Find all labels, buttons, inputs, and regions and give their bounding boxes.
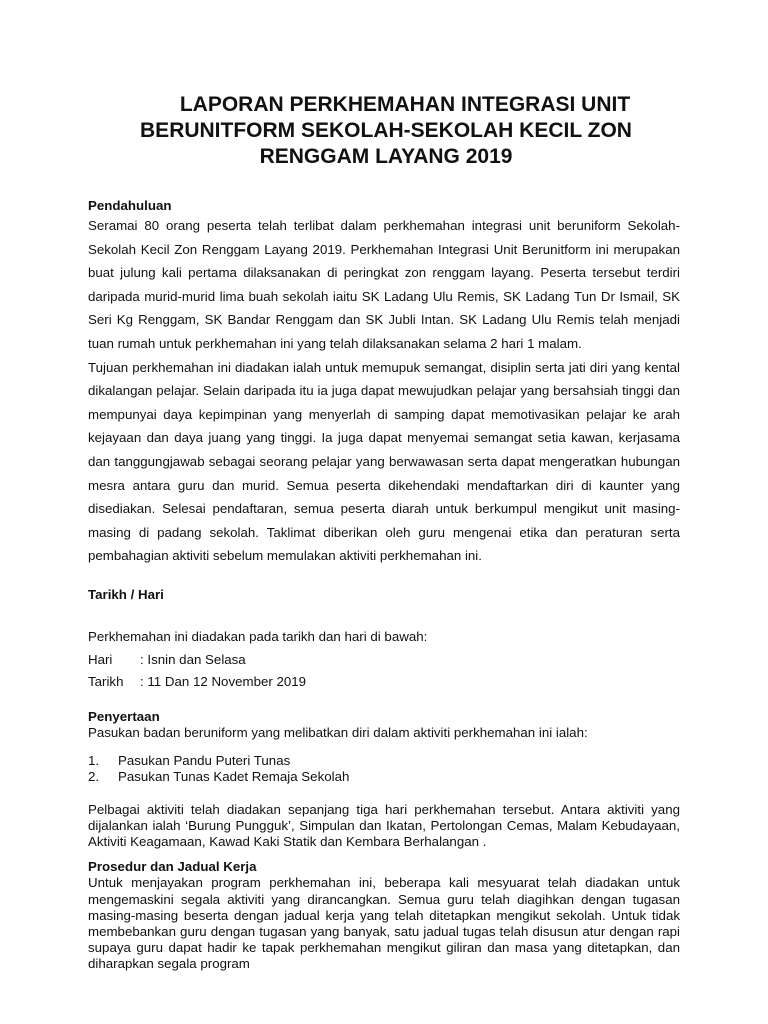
hari-value: : Isnin dan Selasa <box>140 651 246 667</box>
heading-pendahuluan: Pendahuluan <box>88 198 172 213</box>
activities-paragraph: Pelbagai aktiviti telah diadakan sepanjang tiga hari perkhemahan tersebut. Antara aktiviti yang dijalankan ialah ‘Burung Pungguk’, Simpulan dan Ikatan, Pertolongan Cemas, Malam Kebudayaan, Aktiviti Keagamaan, Kawad Kaki Statik dan Kembara Berhalangan . <box>88 801 680 850</box>
list-item-text: Pasukan Pandu Puteri Tunas <box>118 752 291 768</box>
title-line-2: BERUNITFORM SEKOLAH-SEKOLAH KECIL ZON <box>140 119 632 142</box>
section-penyertaan <box>88 709 680 851</box>
report-title <box>80 92 692 170</box>
pendahuluan-paragraph-1: Seramai 80 orang peserta telah terlibat dalam perkhemahan integrasi unit beruniform Sekolah-Sekolah Kecil Zon Renggam Layang 2019. Perkhemahan Integrasi Unit Berunitform ini merupakan buat julung kali pertama dilaksanakan di peringkat zon renggam layang. Peserta tersebut terdiri daripada murid-murid lima buah sekolah iaitu SK Ladang Ulu Remis, SK Ladang Tun Dr Ismail, SK Seri Kg Renggam, SK Bandar Renggam dan SK Jubli Intan. SK Ladang Ulu Remis telah menjadi tuan rumah untuk perkhemahan ini yang telah dilaksanakan selama 2 hari 1 malam. <box>88 218 680 351</box>
heading-penyertaan: Penyertaan <box>88 708 160 724</box>
tarikh-label: Tarikh <box>88 673 124 689</box>
section-prosedur <box>88 859 680 972</box>
tarikh-value: : 11 Dan 12 November 2019 <box>140 673 307 689</box>
list-item-text: Pasukan Tunas Kadet Remaja Sekolah <box>118 769 350 785</box>
penyertaan-intro: Pasukan badan beruniform yang melibatkan diri dalam aktiviti perkhemahan ini ialah: <box>88 724 588 740</box>
section-tarikh-hari <box>88 587 680 693</box>
list-item-number: 1. <box>88 752 100 768</box>
tarikh-row <box>88 671 680 693</box>
unit-list <box>88 753 680 786</box>
tarikh-intro: Perkhemahan ini diadakan pada tarikh dan hari di bawah: <box>88 628 428 644</box>
report-body <box>88 198 680 973</box>
title-line-3: RENGGAM LAYANG 2019 <box>259 145 513 168</box>
hari-row <box>88 649 680 671</box>
heading-prosedur: Prosedur dan Jadual Kerja <box>88 859 257 875</box>
heading-tarikh-hari: Tarikh / Hari <box>88 586 164 602</box>
list-item <box>88 769 680 786</box>
section-pendahuluan <box>88 198 680 568</box>
list-item <box>88 753 680 770</box>
title-line-1: LAPORAN PERKHEMAHAN INTEGRASI UNIT <box>179 93 631 116</box>
prosedur-paragraph: Untuk menjayakan program perkhemahan ini, beberapa kali mesyuarat telah diadakan untuk mengemaskini segala aktiviti yang dirancangkan. Semua guru telah diagihkan dengan tugasan masing-masing beserta dengan jadual kerja yang telah ditetapkan mengikut sekolah. Untuk tidak membebankan guru dengan tugasan yang banyak, satu jadual tugas telah disusun atur dengan rapi supaya guru dapat hadir ke tapak perkhemahan mengikut giliran dan masa yang ditetapkan, dan diharapkan segala program <box>88 875 680 972</box>
hari-label: Hari <box>88 651 113 667</box>
list-item-number: 2. <box>88 769 100 785</box>
pendahuluan-paragraph-2: Tujuan perkhemahan ini diadakan ialah untuk memupuk semangat, disiplin serta jati diri yang kental dikalangan pelajar. Selain daripada itu ia juga dapat mewujudkan pelajar yang bersahsiah tinggi dan mempunyai daya kepimpinan yang menyerlah di samping dapat memotivasikan pelajar ke arah kejayaan dan daya juang yang tinggi. Ia juga dapat menyemai semangat setia kawan, kerjasama dan tanggungjawab sebagai seorang pelajar yang berwawasan serta dapat mengeratkan hubungan mesra antara guru dan murid. Semua peserta dikehendaki mendaftarkan diri di kaunter yang disediakan. Selesai pendaftaran, semua peserta diarah untuk berkumpul mengikut unit masing-masing di padang sekolah. Taklimat diberikan oleh guru mengenai etika dan peraturan serta pembahagian aktiviti sebelum memulakan aktiviti perkhemahan ini. <box>88 359 680 564</box>
